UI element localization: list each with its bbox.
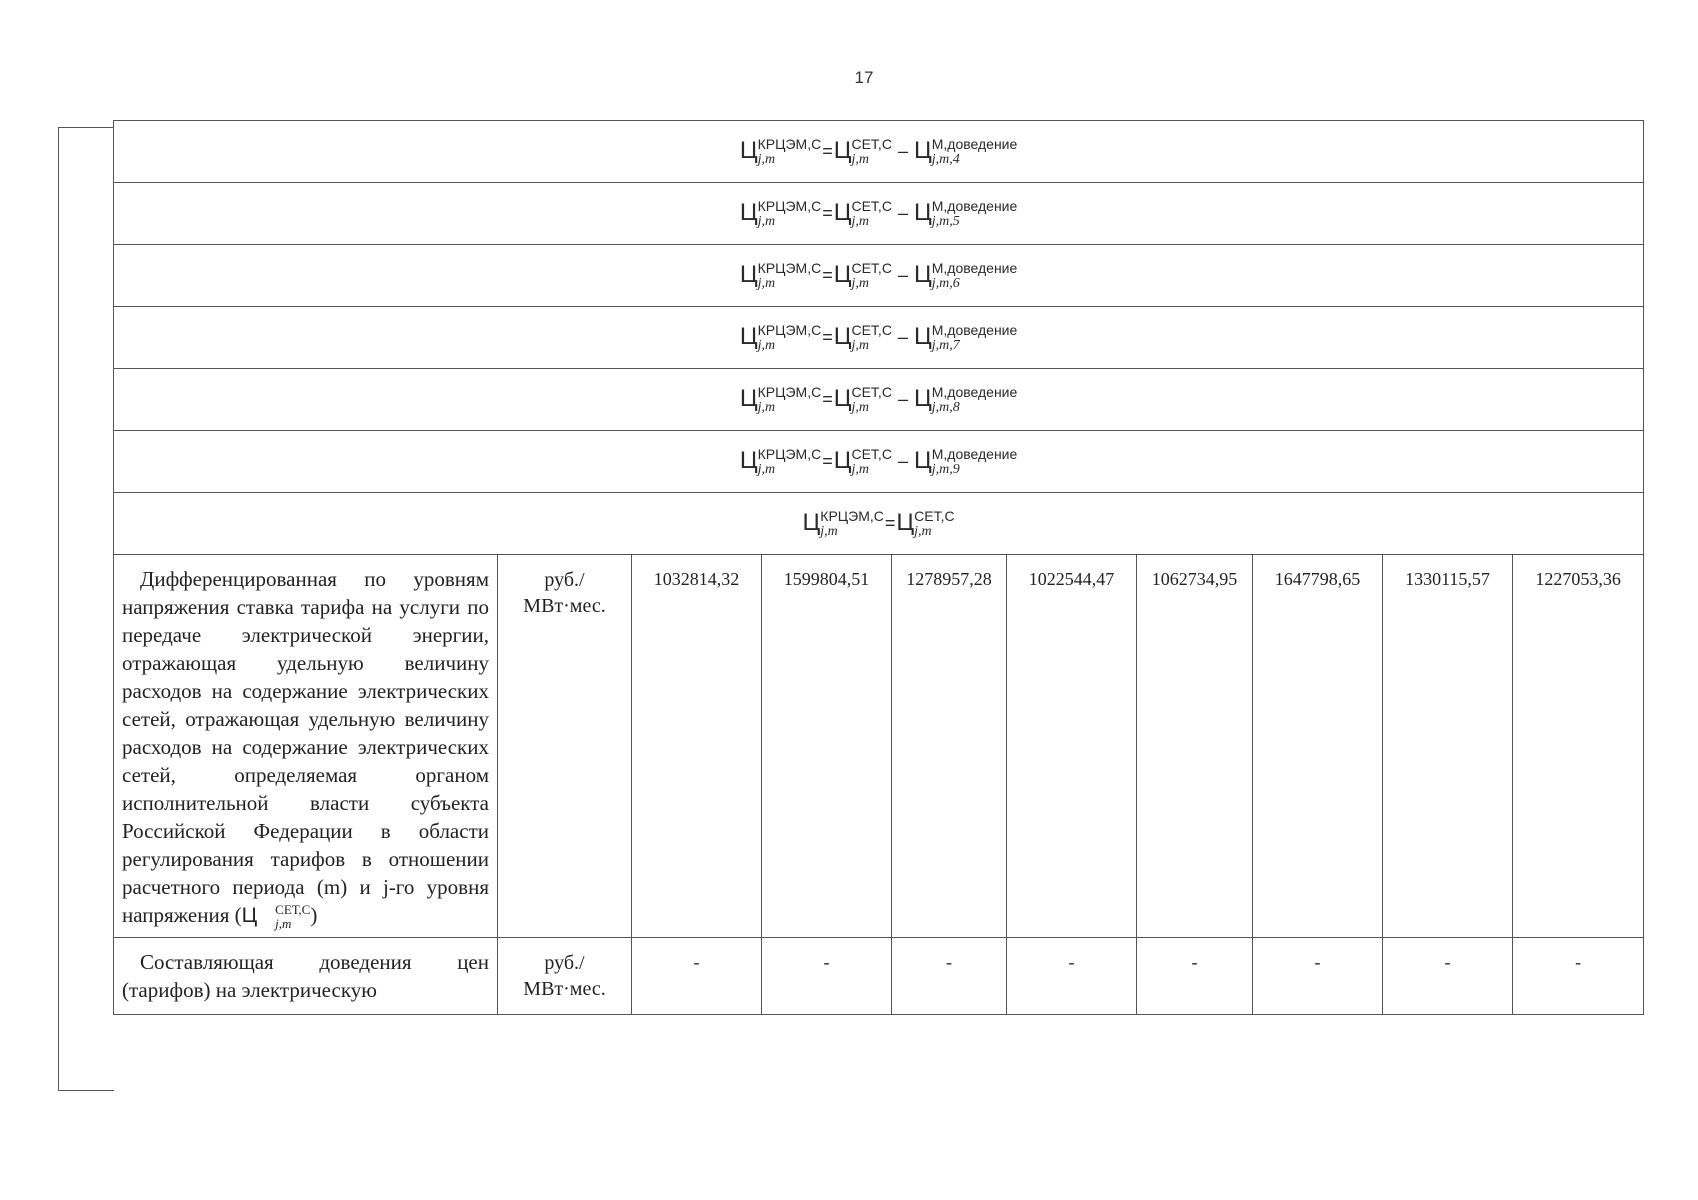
- formula-row: [114, 307, 1644, 369]
- component-value: -: [1513, 938, 1644, 1015]
- component-description: Составляющая доведения цен (тарифов) на электрическую: [114, 938, 498, 1015]
- formula: Ц КРЦЭМ,С j,m =Ц СЕТ,С j,m – Ц М,доведение j,m,7: [739, 321, 1018, 353]
- formula: Ц КРЦЭМ,С j,m =Ц СЕТ,С j,m – Ц М,доведение j,m,8: [739, 383, 1018, 415]
- formula: Ц КРЦЭМ,С j,m =Ц СЕТ,С j,m – Ц М,доведение j,m,6: [739, 259, 1018, 291]
- rate-value: 1227053,36: [1513, 555, 1644, 938]
- component-value: -: [632, 938, 762, 1015]
- component-value: -: [1383, 938, 1513, 1015]
- formula-base: Ц КРЦЭМ,С j,m =Ц СЕТ,С j,m: [802, 507, 955, 539]
- component-value: -: [762, 938, 892, 1015]
- rate-value: 1032814,32: [632, 555, 762, 938]
- component-row: [114, 938, 1644, 1015]
- component-unit: руб./ МВт·мес.: [498, 938, 632, 1015]
- formula: Ц КРЦЭМ,С j,m =Ц СЕТ,С j,m – Ц М,доведение j,m,9: [739, 445, 1018, 477]
- formula-row: [114, 121, 1644, 183]
- formula-row: [114, 245, 1644, 307]
- formula-row-base: [114, 493, 1644, 555]
- rate-value: 1330115,57: [1383, 555, 1513, 938]
- component-value: -: [892, 938, 1007, 1015]
- tariff-table: [113, 120, 1644, 1015]
- page-number: 17: [854, 68, 874, 87]
- formula-row: [114, 369, 1644, 431]
- formula-row: [114, 431, 1644, 493]
- left-stub-column: [58, 127, 114, 1091]
- component-value: -: [1253, 938, 1383, 1015]
- rate-value: 1599804,51: [762, 555, 892, 938]
- component-value: -: [1007, 938, 1137, 1015]
- rate-value: 1278957,28: [892, 555, 1007, 938]
- rate-value: 1022544,47: [1007, 555, 1137, 938]
- rate-unit: руб./ МВт·мес.: [498, 555, 632, 938]
- formula: Ц КРЦЭМ,С j,m =Ц СЕТ,С j,m – Ц М,доведение j,m,4: [739, 135, 1018, 167]
- rate-row: [114, 555, 1644, 938]
- rate-value: 1647798,65: [1253, 555, 1383, 938]
- component-value: -: [1137, 938, 1253, 1015]
- formula-row: [114, 183, 1644, 245]
- formula: Ц КРЦЭМ,С j,m =Ц СЕТ,С j,m – Ц М,доведение j,m,5: [739, 197, 1018, 229]
- rate-description: Дифференцированная по уровням напряжения ставка тарифа на услуги по передаче электрической энергии, отражающая удельную величину расходов на содержание электрических сетей, отражающая удельную величину расходов на содержание электрических сетей, определяемая органом исполнительной власти субъекта Российской Федерации в области регулирования тарифов в отношении расчетного периода (m) и j-го уровня напряжения (Ц СЕТ,С j,m ): [114, 555, 498, 938]
- rate-value: 1062734,95: [1137, 555, 1253, 938]
